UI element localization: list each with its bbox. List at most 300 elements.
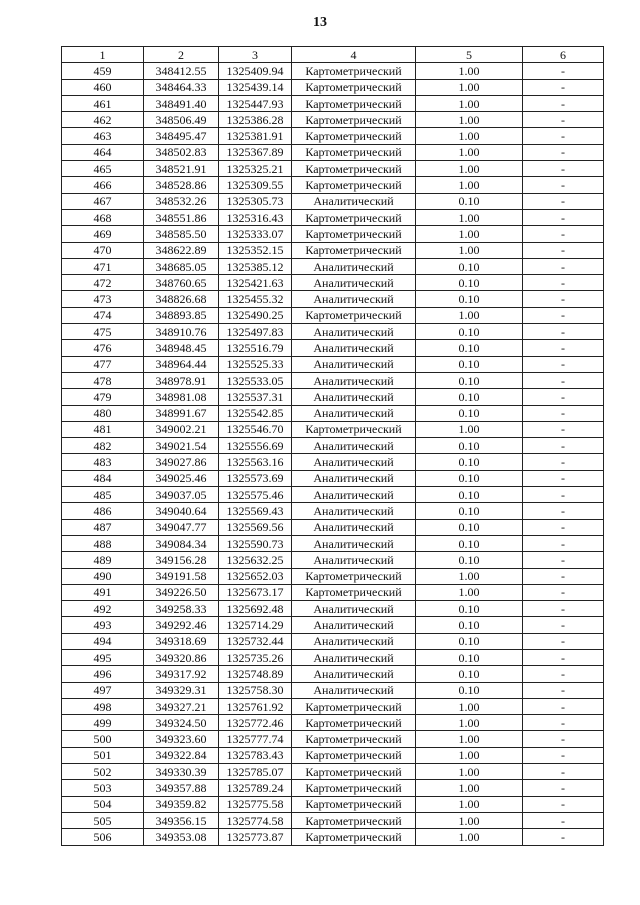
method-cell: Аналитический bbox=[292, 487, 416, 503]
note-cell: - bbox=[523, 698, 604, 714]
table-row bbox=[62, 258, 604, 274]
note-cell: - bbox=[523, 796, 604, 812]
table-row bbox=[62, 829, 604, 845]
note-cell: - bbox=[523, 405, 604, 421]
table-row bbox=[62, 470, 604, 486]
y-coordinate-cell: 1325573.69 bbox=[219, 470, 292, 486]
accuracy-cell: 0.10 bbox=[416, 601, 523, 617]
y-coordinate-cell: 1325533.05 bbox=[219, 372, 292, 388]
y-coordinate-cell: 1325556.69 bbox=[219, 438, 292, 454]
accuracy-cell: 0.10 bbox=[416, 666, 523, 682]
accuracy-cell: 1.00 bbox=[416, 79, 523, 95]
method-cell: Картометрический bbox=[292, 780, 416, 796]
method-cell: Аналитический bbox=[292, 666, 416, 682]
point-number-cell: 503 bbox=[62, 780, 144, 796]
table-row bbox=[62, 633, 604, 649]
y-coordinate-cell: 1325542.85 bbox=[219, 405, 292, 421]
y-coordinate-cell: 1325714.29 bbox=[219, 617, 292, 633]
y-coordinate-cell: 1325516.79 bbox=[219, 340, 292, 356]
table-row bbox=[62, 780, 604, 796]
y-coordinate-cell: 1325525.33 bbox=[219, 356, 292, 372]
x-coordinate-cell: 348964.44 bbox=[144, 356, 219, 372]
accuracy-cell: 1.00 bbox=[416, 747, 523, 763]
point-number-cell: 461 bbox=[62, 95, 144, 111]
note-cell: - bbox=[523, 112, 604, 128]
note-cell: - bbox=[523, 503, 604, 519]
y-coordinate-cell: 1325352.15 bbox=[219, 242, 292, 258]
table-row bbox=[62, 601, 604, 617]
y-coordinate-cell: 1325632.25 bbox=[219, 552, 292, 568]
point-number-cell: 462 bbox=[62, 112, 144, 128]
x-coordinate-cell: 349027.86 bbox=[144, 454, 219, 470]
x-coordinate-cell: 349021.54 bbox=[144, 438, 219, 454]
accuracy-cell: 0.10 bbox=[416, 617, 523, 633]
x-coordinate-cell: 348826.68 bbox=[144, 291, 219, 307]
note-cell: - bbox=[523, 193, 604, 209]
point-number-cell: 505 bbox=[62, 812, 144, 828]
point-number-cell: 465 bbox=[62, 161, 144, 177]
method-cell: Аналитический bbox=[292, 324, 416, 340]
x-coordinate-cell: 349002.21 bbox=[144, 421, 219, 437]
note-cell: - bbox=[523, 568, 604, 584]
x-coordinate-cell: 349084.34 bbox=[144, 535, 219, 551]
x-coordinate-cell: 349359.82 bbox=[144, 796, 219, 812]
table-row bbox=[62, 421, 604, 437]
x-coordinate-cell: 348412.55 bbox=[144, 63, 219, 79]
y-coordinate-cell: 1325325.21 bbox=[219, 161, 292, 177]
table-row bbox=[62, 812, 604, 828]
table-body bbox=[62, 63, 604, 845]
note-cell: - bbox=[523, 307, 604, 323]
x-coordinate-cell: 348464.33 bbox=[144, 79, 219, 95]
method-cell: Аналитический bbox=[292, 552, 416, 568]
table-row bbox=[62, 128, 604, 144]
accuracy-cell: 1.00 bbox=[416, 112, 523, 128]
y-coordinate-cell: 1325455.32 bbox=[219, 291, 292, 307]
table-row bbox=[62, 487, 604, 503]
method-cell: Аналитический bbox=[292, 438, 416, 454]
x-coordinate-cell: 349324.50 bbox=[144, 715, 219, 731]
method-cell: Аналитический bbox=[292, 340, 416, 356]
accuracy-cell: 1.00 bbox=[416, 144, 523, 160]
column-header: 2 bbox=[144, 47, 219, 63]
method-cell: Аналитический bbox=[292, 535, 416, 551]
y-coordinate-cell: 1325497.83 bbox=[219, 324, 292, 340]
header-row bbox=[62, 47, 604, 63]
note-cell: - bbox=[523, 747, 604, 763]
point-number-cell: 489 bbox=[62, 552, 144, 568]
table-row bbox=[62, 405, 604, 421]
point-number-cell: 500 bbox=[62, 731, 144, 747]
column-header: 4 bbox=[292, 47, 416, 63]
accuracy-cell: 1.00 bbox=[416, 812, 523, 828]
x-coordinate-cell: 349356.15 bbox=[144, 812, 219, 828]
accuracy-cell: 1.00 bbox=[416, 698, 523, 714]
y-coordinate-cell: 1325673.17 bbox=[219, 584, 292, 600]
method-cell: Аналитический bbox=[292, 617, 416, 633]
point-number-cell: 487 bbox=[62, 519, 144, 535]
method-cell: Картометрический bbox=[292, 161, 416, 177]
x-coordinate-cell: 349292.46 bbox=[144, 617, 219, 633]
y-coordinate-cell: 1325732.44 bbox=[219, 633, 292, 649]
accuracy-cell: 1.00 bbox=[416, 764, 523, 780]
accuracy-cell: 1.00 bbox=[416, 829, 523, 845]
accuracy-cell: 0.10 bbox=[416, 405, 523, 421]
point-number-cell: 469 bbox=[62, 226, 144, 242]
accuracy-cell: 1.00 bbox=[416, 63, 523, 79]
method-cell: Аналитический bbox=[292, 405, 416, 421]
point-number-cell: 501 bbox=[62, 747, 144, 763]
x-coordinate-cell: 348685.05 bbox=[144, 258, 219, 274]
y-coordinate-cell: 1325772.46 bbox=[219, 715, 292, 731]
method-cell: Картометрический bbox=[292, 421, 416, 437]
accuracy-cell: 1.00 bbox=[416, 796, 523, 812]
y-coordinate-cell: 1325447.93 bbox=[219, 95, 292, 111]
method-cell: Картометрический bbox=[292, 79, 416, 95]
note-cell: - bbox=[523, 682, 604, 698]
table-row bbox=[62, 63, 604, 79]
point-number-cell: 495 bbox=[62, 649, 144, 665]
point-number-cell: 490 bbox=[62, 568, 144, 584]
method-cell: Картометрический bbox=[292, 144, 416, 160]
x-coordinate-cell: 348622.89 bbox=[144, 242, 219, 258]
accuracy-cell: 1.00 bbox=[416, 421, 523, 437]
point-number-cell: 497 bbox=[62, 682, 144, 698]
y-coordinate-cell: 1325775.58 bbox=[219, 796, 292, 812]
table-row bbox=[62, 438, 604, 454]
point-number-cell: 504 bbox=[62, 796, 144, 812]
method-cell: Аналитический bbox=[292, 470, 416, 486]
x-coordinate-cell: 349323.60 bbox=[144, 731, 219, 747]
point-number-cell: 460 bbox=[62, 79, 144, 95]
x-coordinate-cell: 349226.50 bbox=[144, 584, 219, 600]
accuracy-cell: 1.00 bbox=[416, 95, 523, 111]
table-row bbox=[62, 307, 604, 323]
x-coordinate-cell: 349040.64 bbox=[144, 503, 219, 519]
y-coordinate-cell: 1325305.73 bbox=[219, 193, 292, 209]
accuracy-cell: 0.10 bbox=[416, 682, 523, 698]
accuracy-cell: 0.10 bbox=[416, 552, 523, 568]
method-cell: Картометрический bbox=[292, 209, 416, 225]
method-cell: Аналитический bbox=[292, 454, 416, 470]
accuracy-cell: 0.10 bbox=[416, 275, 523, 291]
point-number-cell: 481 bbox=[62, 421, 144, 437]
x-coordinate-cell: 349329.31 bbox=[144, 682, 219, 698]
point-number-cell: 470 bbox=[62, 242, 144, 258]
accuracy-cell: 1.00 bbox=[416, 584, 523, 600]
accuracy-cell: 0.10 bbox=[416, 519, 523, 535]
x-coordinate-cell: 349322.84 bbox=[144, 747, 219, 763]
method-cell: Картометрический bbox=[292, 829, 416, 845]
point-number-cell: 480 bbox=[62, 405, 144, 421]
method-cell: Картометрический bbox=[292, 764, 416, 780]
point-number-cell: 473 bbox=[62, 291, 144, 307]
table-row bbox=[62, 617, 604, 633]
note-cell: - bbox=[523, 487, 604, 503]
table-row bbox=[62, 209, 604, 225]
note-cell: - bbox=[523, 340, 604, 356]
table-row bbox=[62, 666, 604, 682]
x-coordinate-cell: 348910.76 bbox=[144, 324, 219, 340]
y-coordinate-cell: 1325421.63 bbox=[219, 275, 292, 291]
table-row bbox=[62, 324, 604, 340]
x-coordinate-cell: 349318.69 bbox=[144, 633, 219, 649]
note-cell: - bbox=[523, 291, 604, 307]
point-number-cell: 488 bbox=[62, 535, 144, 551]
point-number-cell: 502 bbox=[62, 764, 144, 780]
note-cell: - bbox=[523, 780, 604, 796]
point-number-cell: 474 bbox=[62, 307, 144, 323]
table-row bbox=[62, 715, 604, 731]
point-number-cell: 463 bbox=[62, 128, 144, 144]
point-number-cell: 491 bbox=[62, 584, 144, 600]
table-row bbox=[62, 568, 604, 584]
note-cell: - bbox=[523, 470, 604, 486]
table-row bbox=[62, 340, 604, 356]
column-header: 3 bbox=[219, 47, 292, 63]
point-number-cell: 506 bbox=[62, 829, 144, 845]
y-coordinate-cell: 1325773.87 bbox=[219, 829, 292, 845]
y-coordinate-cell: 1325789.24 bbox=[219, 780, 292, 796]
accuracy-cell: 1.00 bbox=[416, 568, 523, 584]
y-coordinate-cell: 1325385.12 bbox=[219, 258, 292, 274]
note-cell: - bbox=[523, 519, 604, 535]
note-cell: - bbox=[523, 161, 604, 177]
method-cell: Картометрический bbox=[292, 226, 416, 242]
accuracy-cell: 0.10 bbox=[416, 535, 523, 551]
method-cell: Аналитический bbox=[292, 372, 416, 388]
table-row bbox=[62, 519, 604, 535]
note-cell: - bbox=[523, 372, 604, 388]
y-coordinate-cell: 1325777.74 bbox=[219, 731, 292, 747]
method-cell: Картометрический bbox=[292, 95, 416, 111]
x-coordinate-cell: 348981.08 bbox=[144, 389, 219, 405]
accuracy-cell: 0.10 bbox=[416, 389, 523, 405]
table-row bbox=[62, 747, 604, 763]
x-coordinate-cell: 349317.92 bbox=[144, 666, 219, 682]
page-number: 13 bbox=[313, 15, 327, 30]
point-number-cell: 484 bbox=[62, 470, 144, 486]
point-number-cell: 483 bbox=[62, 454, 144, 470]
accuracy-cell: 0.10 bbox=[416, 193, 523, 209]
note-cell: - bbox=[523, 438, 604, 454]
x-coordinate-cell: 348495.47 bbox=[144, 128, 219, 144]
x-coordinate-cell: 348491.40 bbox=[144, 95, 219, 111]
table-row bbox=[62, 161, 604, 177]
method-cell: Аналитический bbox=[292, 291, 416, 307]
y-coordinate-cell: 1325758.30 bbox=[219, 682, 292, 698]
x-coordinate-cell: 348585.50 bbox=[144, 226, 219, 242]
x-coordinate-cell: 348760.65 bbox=[144, 275, 219, 291]
method-cell: Картометрический bbox=[292, 568, 416, 584]
note-cell: - bbox=[523, 242, 604, 258]
x-coordinate-cell: 348948.45 bbox=[144, 340, 219, 356]
x-coordinate-cell: 348978.91 bbox=[144, 372, 219, 388]
table-row bbox=[62, 242, 604, 258]
method-cell: Картометрический bbox=[292, 731, 416, 747]
method-cell: Аналитический bbox=[292, 275, 416, 291]
x-coordinate-cell: 349330.39 bbox=[144, 764, 219, 780]
accuracy-cell: 0.10 bbox=[416, 258, 523, 274]
accuracy-cell: 0.10 bbox=[416, 454, 523, 470]
point-number-cell: 493 bbox=[62, 617, 144, 633]
note-cell: - bbox=[523, 617, 604, 633]
note-cell: - bbox=[523, 633, 604, 649]
accuracy-cell: 0.10 bbox=[416, 633, 523, 649]
column-header: 5 bbox=[416, 47, 523, 63]
accuracy-cell: 0.10 bbox=[416, 356, 523, 372]
y-coordinate-cell: 1325316.43 bbox=[219, 209, 292, 225]
table-row bbox=[62, 535, 604, 551]
method-cell: Картометрический bbox=[292, 698, 416, 714]
method-cell: Аналитический bbox=[292, 682, 416, 698]
y-coordinate-cell: 1325386.28 bbox=[219, 112, 292, 128]
x-coordinate-cell: 348991.67 bbox=[144, 405, 219, 421]
x-coordinate-cell: 349047.77 bbox=[144, 519, 219, 535]
method-cell: Аналитический bbox=[292, 633, 416, 649]
note-cell: - bbox=[523, 144, 604, 160]
y-coordinate-cell: 1325563.16 bbox=[219, 454, 292, 470]
point-number-cell: 492 bbox=[62, 601, 144, 617]
x-coordinate-cell: 349327.21 bbox=[144, 698, 219, 714]
note-cell: - bbox=[523, 356, 604, 372]
note-cell: - bbox=[523, 535, 604, 551]
method-cell: Картометрический bbox=[292, 307, 416, 323]
y-coordinate-cell: 1325546.70 bbox=[219, 421, 292, 437]
accuracy-cell: 1.00 bbox=[416, 307, 523, 323]
point-number-cell: 498 bbox=[62, 698, 144, 714]
point-number-cell: 479 bbox=[62, 389, 144, 405]
accuracy-cell: 0.10 bbox=[416, 470, 523, 486]
table-row bbox=[62, 649, 604, 665]
x-coordinate-cell: 348551.86 bbox=[144, 209, 219, 225]
accuracy-cell: 1.00 bbox=[416, 242, 523, 258]
accuracy-cell: 1.00 bbox=[416, 209, 523, 225]
method-cell: Аналитический bbox=[292, 601, 416, 617]
method-cell: Картометрический bbox=[292, 747, 416, 763]
method-cell: Аналитический bbox=[292, 356, 416, 372]
note-cell: - bbox=[523, 829, 604, 845]
note-cell: - bbox=[523, 209, 604, 225]
method-cell: Картометрический bbox=[292, 63, 416, 79]
accuracy-cell: 1.00 bbox=[416, 731, 523, 747]
method-cell: Аналитический bbox=[292, 519, 416, 535]
x-coordinate-cell: 348521.91 bbox=[144, 161, 219, 177]
accuracy-cell: 0.10 bbox=[416, 372, 523, 388]
point-number-cell: 486 bbox=[62, 503, 144, 519]
y-coordinate-cell: 1325590.73 bbox=[219, 535, 292, 551]
x-coordinate-cell: 349191.58 bbox=[144, 568, 219, 584]
y-coordinate-cell: 1325309.55 bbox=[219, 177, 292, 193]
x-coordinate-cell: 349320.86 bbox=[144, 649, 219, 665]
accuracy-cell: 1.00 bbox=[416, 161, 523, 177]
y-coordinate-cell: 1325537.31 bbox=[219, 389, 292, 405]
note-cell: - bbox=[523, 63, 604, 79]
method-cell: Картометрический bbox=[292, 177, 416, 193]
note-cell: - bbox=[523, 389, 604, 405]
table-row bbox=[62, 698, 604, 714]
method-cell: Картометрический bbox=[292, 584, 416, 600]
y-coordinate-cell: 1325652.03 bbox=[219, 568, 292, 584]
x-coordinate-cell: 348502.83 bbox=[144, 144, 219, 160]
note-cell: - bbox=[523, 177, 604, 193]
accuracy-cell: 0.10 bbox=[416, 438, 523, 454]
accuracy-cell: 0.10 bbox=[416, 649, 523, 665]
note-cell: - bbox=[523, 454, 604, 470]
note-cell: - bbox=[523, 715, 604, 731]
table-row bbox=[62, 177, 604, 193]
x-coordinate-cell: 348528.86 bbox=[144, 177, 219, 193]
x-coordinate-cell: 349025.46 bbox=[144, 470, 219, 486]
point-number-cell: 475 bbox=[62, 324, 144, 340]
point-number-cell: 482 bbox=[62, 438, 144, 454]
table-row bbox=[62, 764, 604, 780]
accuracy-cell: 0.10 bbox=[416, 324, 523, 340]
accuracy-cell: 0.10 bbox=[416, 291, 523, 307]
point-number-cell: 496 bbox=[62, 666, 144, 682]
x-coordinate-cell: 349258.33 bbox=[144, 601, 219, 617]
table-row bbox=[62, 389, 604, 405]
column-header: 6 bbox=[523, 47, 604, 63]
y-coordinate-cell: 1325409.94 bbox=[219, 63, 292, 79]
note-cell: - bbox=[523, 812, 604, 828]
accuracy-cell: 1.00 bbox=[416, 780, 523, 796]
note-cell: - bbox=[523, 95, 604, 111]
note-cell: - bbox=[523, 275, 604, 291]
method-cell: Аналитический bbox=[292, 389, 416, 405]
method-cell: Картометрический bbox=[292, 715, 416, 731]
x-coordinate-cell: 349037.05 bbox=[144, 487, 219, 503]
y-coordinate-cell: 1325575.46 bbox=[219, 487, 292, 503]
note-cell: - bbox=[523, 649, 604, 665]
note-cell: - bbox=[523, 79, 604, 95]
y-coordinate-cell: 1325774.58 bbox=[219, 812, 292, 828]
table-row bbox=[62, 682, 604, 698]
method-cell: Картометрический bbox=[292, 796, 416, 812]
y-coordinate-cell: 1325748.89 bbox=[219, 666, 292, 682]
accuracy-cell: 1.00 bbox=[416, 226, 523, 242]
note-cell: - bbox=[523, 258, 604, 274]
table-row bbox=[62, 372, 604, 388]
table-header bbox=[62, 47, 604, 63]
method-cell: Картометрический bbox=[292, 242, 416, 258]
accuracy-cell: 1.00 bbox=[416, 177, 523, 193]
y-coordinate-cell: 1325569.43 bbox=[219, 503, 292, 519]
note-cell: - bbox=[523, 666, 604, 682]
note-cell: - bbox=[523, 128, 604, 144]
table-row bbox=[62, 79, 604, 95]
point-number-cell: 477 bbox=[62, 356, 144, 372]
point-number-cell: 467 bbox=[62, 193, 144, 209]
table-row bbox=[62, 503, 604, 519]
point-number-cell: 466 bbox=[62, 177, 144, 193]
note-cell: - bbox=[523, 421, 604, 437]
table-row bbox=[62, 112, 604, 128]
y-coordinate-cell: 1325569.56 bbox=[219, 519, 292, 535]
point-number-cell: 472 bbox=[62, 275, 144, 291]
y-coordinate-cell: 1325785.07 bbox=[219, 764, 292, 780]
y-coordinate-cell: 1325490.25 bbox=[219, 307, 292, 323]
accuracy-cell: 1.00 bbox=[416, 128, 523, 144]
point-number-cell: 459 bbox=[62, 63, 144, 79]
point-number-cell: 464 bbox=[62, 144, 144, 160]
method-cell: Аналитический bbox=[292, 258, 416, 274]
table-row bbox=[62, 144, 604, 160]
y-coordinate-cell: 1325439.14 bbox=[219, 79, 292, 95]
note-cell: - bbox=[523, 731, 604, 747]
note-cell: - bbox=[523, 552, 604, 568]
point-number-cell: 494 bbox=[62, 633, 144, 649]
